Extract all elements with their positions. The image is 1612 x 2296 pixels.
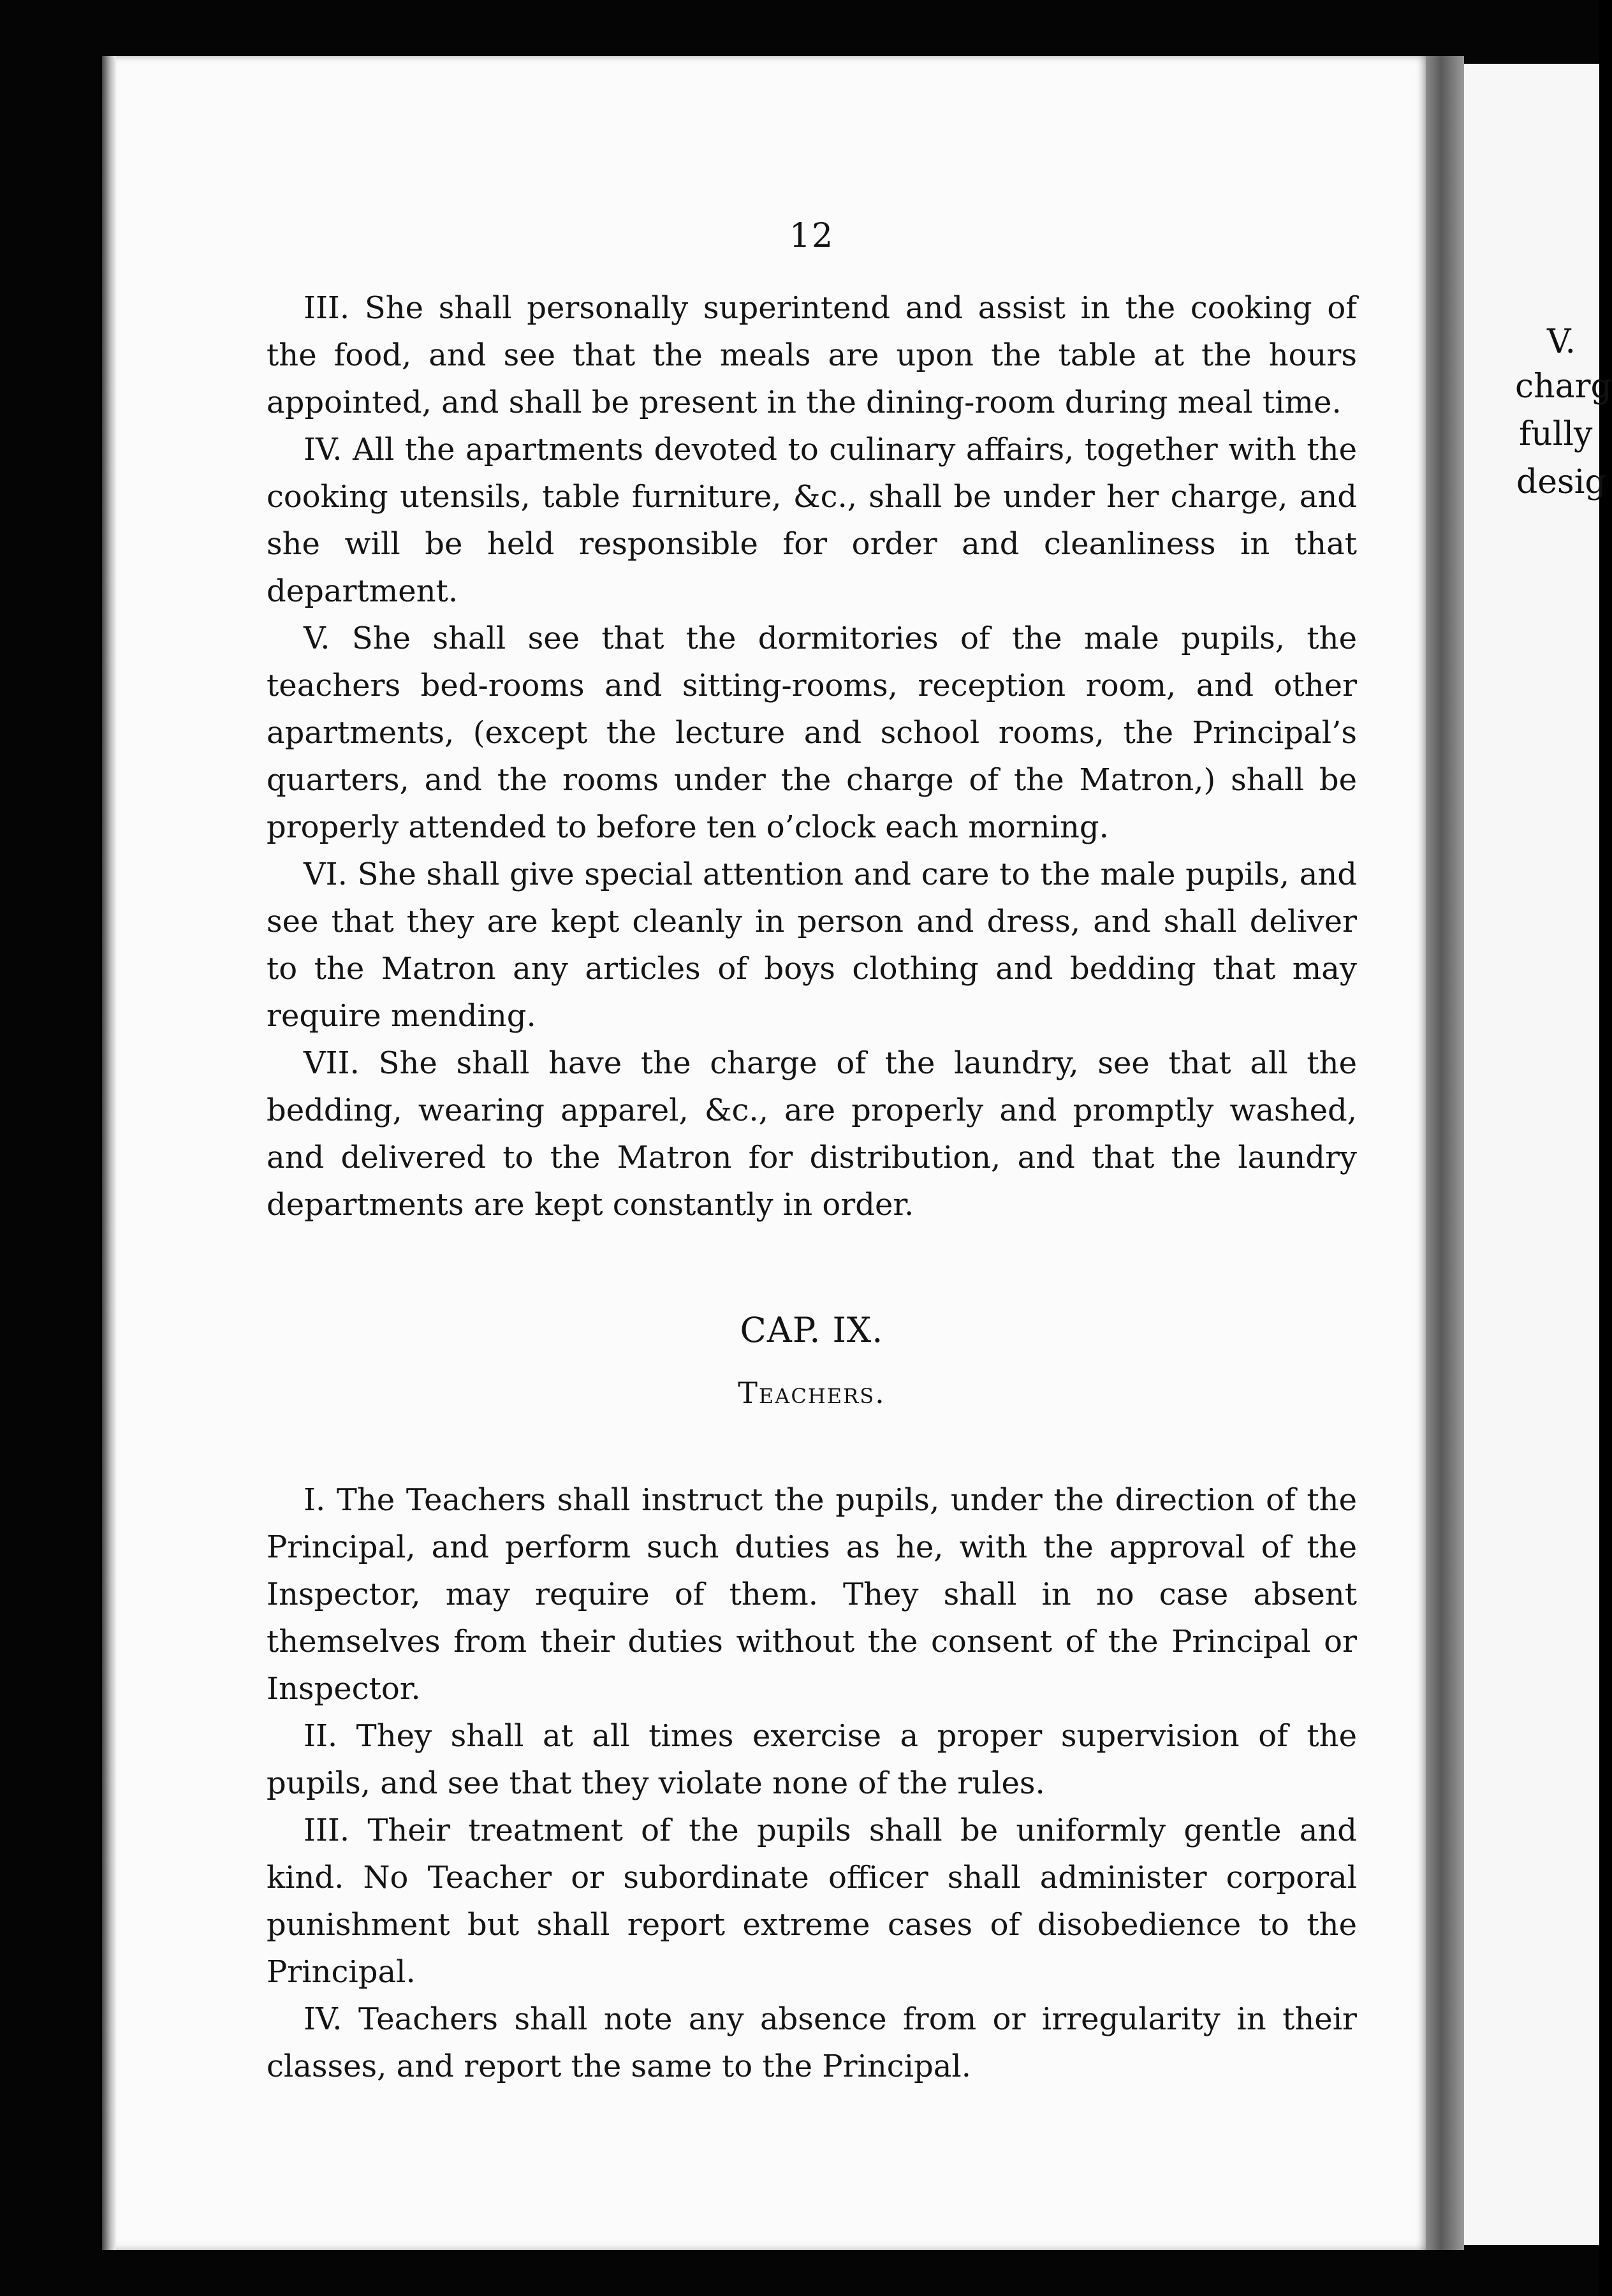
rule-paragraph: III. Their treatment of the pupils shall be uniformly gentle and kind. No Teacher or subordinate officer shall administer corporal punishment but shall report extreme cases of disobedience to the Principal. xyxy=(267,1813,1357,1990)
rules-section-teachers xyxy=(267,1476,1357,2090)
rule-paragraph: IV. All the apartments devoted to culinary affairs, together with the cooking utensils, table furniture, &c., shall be under her charge, and she will be held responsible for order and cleanliness in that department. xyxy=(267,432,1357,609)
chapter-heading: CAP. IX. xyxy=(740,1310,884,1350)
rule-paragraph: I. The Teachers shall instruct the pupils, under the direction of the Principal, and perform such duties as he, with the approval of the Inspector, may require of them. They shall in no case absent themselves from their duties without the consent of the Principal or Inspector. xyxy=(267,1482,1357,1707)
rules-section-housekeeper xyxy=(267,284,1357,1228)
facing-page-line: fully xyxy=(1519,415,1593,453)
page-number: 12 xyxy=(789,217,835,255)
facing-page-fragment xyxy=(1464,64,1612,2245)
rule-paragraph: III. She shall personally superintend and assist in the cooking of the food, and see that the meals are upon the table at the hours appointed, and shall be present in the dining-room during meal time. xyxy=(267,290,1357,420)
facing-page-line: desig xyxy=(1516,463,1606,501)
rule-paragraph: VII. She shall have the charge of the laundry, see that all the bedding, wearing apparel, &c., are properly and promptly washed, and delivered to the Matron for distribution, and that the laundry departments are kept constantly in order. xyxy=(267,1045,1357,1223)
page-left-edge xyxy=(102,56,116,2250)
facing-page-line: V. xyxy=(1547,323,1576,361)
book-gutter xyxy=(1426,56,1464,2250)
rule-paragraph: IV. Teachers shall note any absence from or irregularity in their classes, and report the same to the Principal. xyxy=(267,2001,1357,2084)
rule-paragraph: VI. She shall give special attention and care to the male pupils, and see that they are kept cleanly in person and dress, and shall deliver to the Matron any articles of boys clothing and bedding that may require mending. xyxy=(267,857,1357,1034)
facing-page-line: charg xyxy=(1515,367,1612,406)
section-heading: Teachers. xyxy=(738,1376,886,1410)
rule-paragraph: II. They shall at all times exercise a proper supervision of the pupils, and see that they violate none of the rules. xyxy=(267,1718,1357,1801)
rule-paragraph: V. She shall see that the dormitories of the male pupils, the teachers bed-rooms and sitting-rooms, reception room, and other apartments, (except the lecture and school rooms, the Principal’s quarters, and the rooms under the charge of the Matron,) shall be properly attended to before ten o’clock each morning. xyxy=(267,621,1357,845)
page-text-column xyxy=(267,217,1357,2090)
